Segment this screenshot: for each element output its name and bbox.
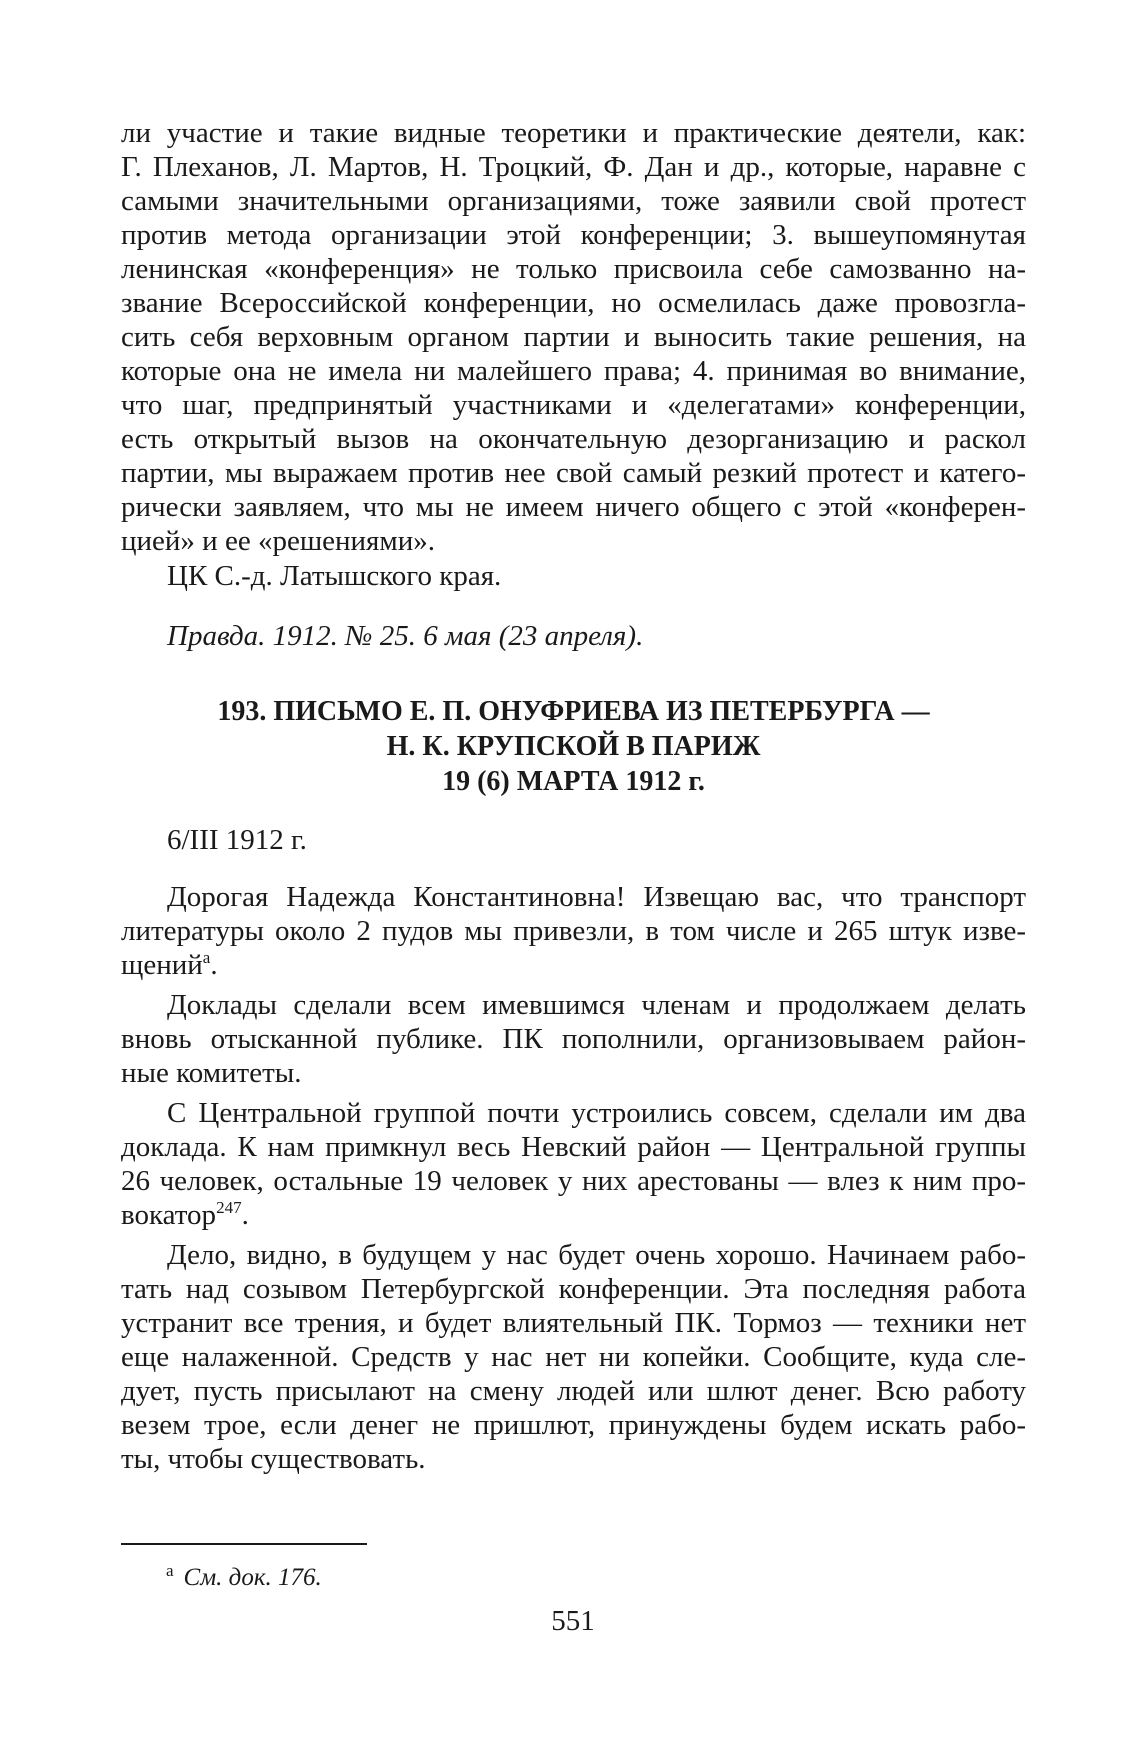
text-line: устранит все трения, и будет влиятельный ПК. Тормоз — техники нет [121,1307,1026,1339]
paragraph [121,1238,1026,1476]
text-line: тать над созывом Петербургской конференции. Эта последняя работа [121,1273,1026,1305]
paragraph [121,1096,1026,1232]
text-fragment: вокатор [121,1199,217,1231]
text-line: ные комитеты. [121,1057,302,1089]
footnote-mark: а [166,1561,174,1580]
text-line: партии, мы выражаем против нее свой самый резкий протест и катего- [121,457,1026,489]
text-fragment: . [210,949,218,981]
text-line: Дорогая Надежда Константиновна! Извещаю вас, что транспорт [167,881,1026,913]
text-line: Дело, видно, в будущем у нас будет очень хорошо. Начинаем рабо- [167,1239,1026,1271]
footnote-divider [121,1543,367,1545]
heading-line: 19 (6) МАРТА 1912 г. [442,766,705,797]
paragraph [121,880,1026,982]
continuation-paragraph [121,116,1026,558]
text-line: еще налаженной. Средств у нас нет ни копейки. Сообщите, куда сле- [121,1341,1026,1373]
page-number: 551 [551,1605,595,1637]
text-line: Г. Плеханов, Л. Мартов, Н. Троцкий, Ф. Дан и др., которые, наравне с [121,151,1026,183]
text-line [121,1198,1026,1232]
text-line: ты, чтобы существовать. [121,1443,426,1475]
text-line: цией» и ее «решениями». [121,525,436,557]
footnote-ref: а [202,948,211,967]
text-line: Доклады сделали всем имевшимся членам и продолжаем делать [167,989,1026,1021]
text-line: что шаг, предпринятый участниками и «делегатами» конференции, [121,389,1026,421]
footnote [166,1562,322,1594]
note-ref: 247 [216,1198,242,1217]
heading-line: 193. ПИСЬМО Е. П. ОНУФРИЕВА ИЗ ПЕТЕРБУРГА — [217,696,930,727]
heading-line: Н. К. КРУПСКОЙ В ПАРИЖ [386,731,761,762]
text-line: вновь отысканной публике. ПК пополнили, организовываем район- [121,1023,1026,1055]
signature: ЦК С.-д. Латышского края. [167,560,502,592]
text-line: ли участие и такие видные теоретики и практические деятели, как: [121,117,1026,149]
text-line [121,948,1026,982]
text-fragment: . [241,1199,249,1231]
text-line: литературы около 2 пудов мы привезли, в том числе и 265 штук изве- [121,915,1026,947]
text-line: 26 человек, остальные 19 человек у них арестованы — влез к ним про- [121,1165,1026,1197]
text-line: сить себя верховным органом партии и выносить такие решения, на [121,321,1026,353]
page-body [121,116,1026,1476]
text-line: доклада. К нам примкнул весь Невский район — Центральной группы [121,1131,1026,1163]
text-line: самыми значительными организациями, тоже заявили свой протест [121,185,1026,217]
text-line: рически заявляем, что мы не имеем ничего общего с этой «конферен- [121,491,1026,523]
document-heading [121,694,1026,799]
text-line: которые она не имела ни малейшего права; 4. принимая во внимание, [121,355,1026,387]
text-line: против метода организации этой конференции; 3. вышеупомянутая [121,219,1026,251]
text-line: дует, пусть присылают на смену людей или шлют денег. Всю работу [121,1375,1026,1407]
text-line: С Центральной группой почти устроились совсем, сделали им два [167,1097,1026,1129]
paragraph [121,988,1026,1090]
text-line: ленинская «конференция» не только присвоила себе самозванно на- [121,253,1026,285]
letter-date: 6/III 1912 г. [167,824,307,856]
text-line: звание Всероссийской конференции, но осмелилась даже провозгла- [121,287,1026,319]
source-citation: Правда. 1912. № 25. 6 мая (23 апреля). [167,620,644,652]
text-fragment: щений [121,949,203,981]
footnote-text: См. док. 176. [183,1564,322,1591]
text-line: есть открытый вызов на окончательную дезорганизацию и раскол [121,423,1026,455]
text-line: везем трое, если денег не пришлют, принуждены будем искать рабо- [121,1409,1026,1441]
